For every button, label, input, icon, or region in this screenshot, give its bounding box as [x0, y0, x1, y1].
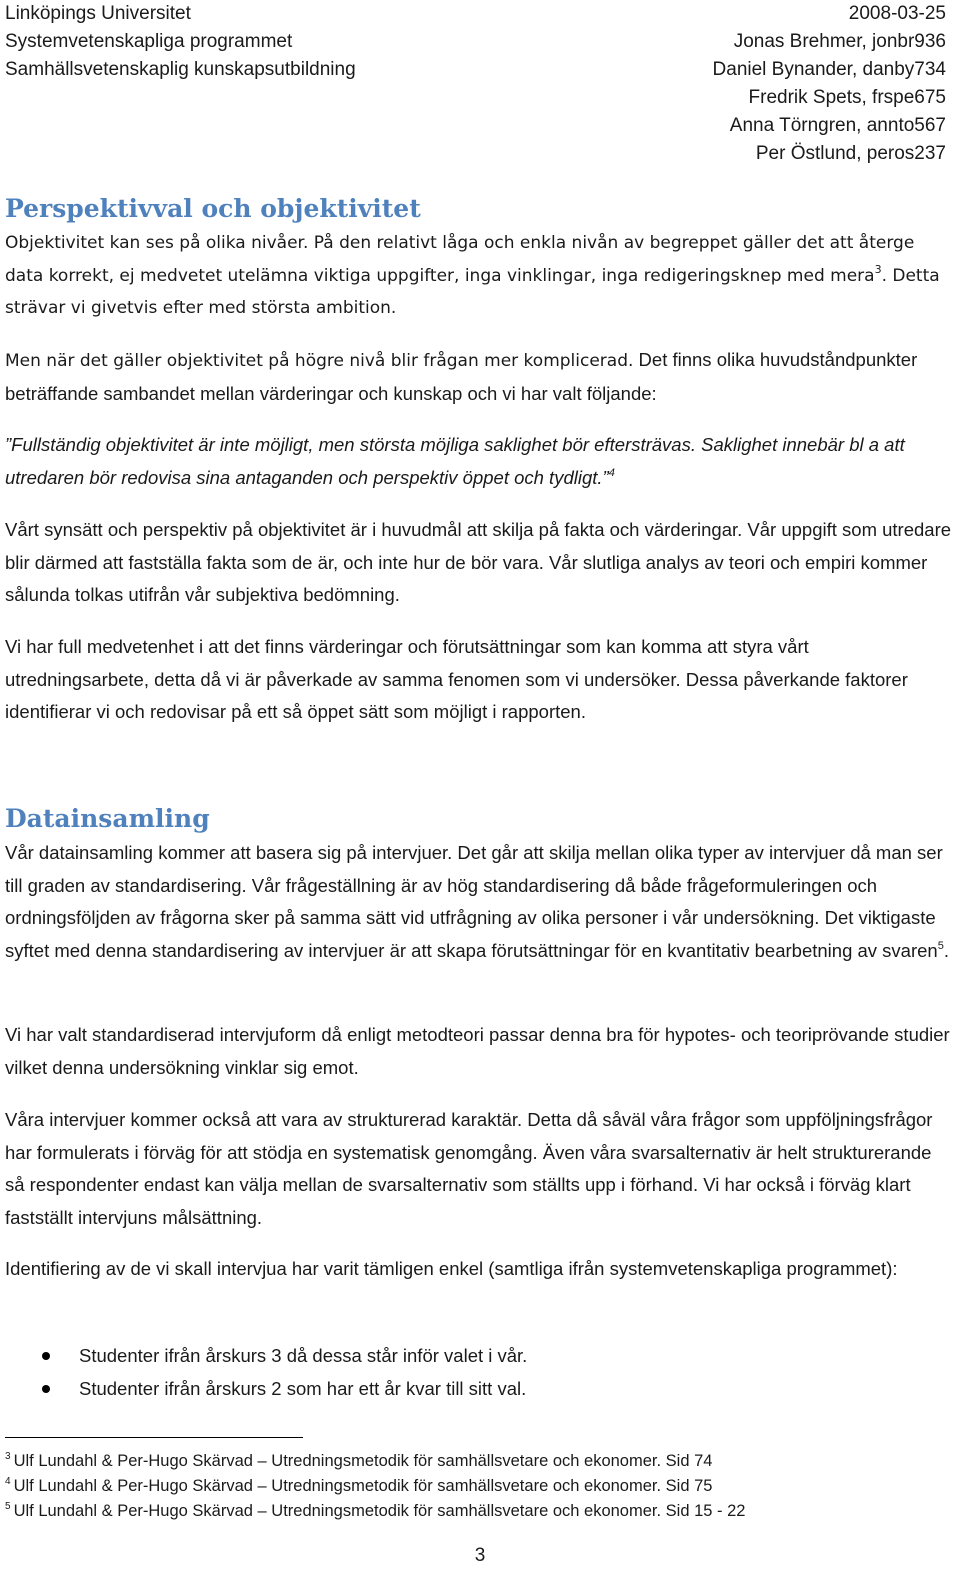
paragraph-text: . — [943, 939, 949, 961]
paragraph-text: . Detta strävar vi givetvis efter med största ambition. — [5, 265, 940, 318]
paragraph-identifiering: Identifiering av de vi skall intervjua har varit tämligen enkel (samtliga ifrån systemvetenskapliga programmet): — [5, 1258, 898, 1279]
paragraph-strukturerad: Våra intervjuer kommer också att vara av strukturerad karaktär. Detta då såväl våra frågor som uppföljningsfrågor har formulerats i förväg för att stödja en systematisk genomgång. Även våra svarsalternativ är helt strukturerande så respondenter endast kan välja mellan de svarsalternativ som ställts upp i förhand. Vi har också i förväg klart fastställt intervjuns målsättning. — [5, 1109, 933, 1228]
footnote-text: Ulf Lundahl & Per-Hugo Skärvad – Utredningsmetodik för samhällsvetare och ekonomer. Sid 74 — [13, 1452, 713, 1470]
footnote-separator — [5, 1437, 303, 1438]
header-date: 2008-03-25 — [848, 3, 946, 24]
footnote-number: 3 — [5, 1451, 11, 1462]
bullet-list — [0, 1339, 950, 1405]
paragraph-text: Det finns olika huvudståndpunkter beträffande sambandet mellan värderingar och kunskap och vi har valt följande: — [5, 349, 918, 404]
footnote — [5, 1474, 945, 1499]
header-course: Samhällsvetenskaplig kunskapsutbildning — [5, 59, 356, 80]
header-author: Fredrik Spets, frspe675 — [748, 87, 946, 108]
paragraph-datainsamling — [5, 837, 953, 967]
list-item-text: Studenter ifrån årskurs 2 som har ett år kvar till sitt val. — [79, 1378, 527, 1399]
footnote-text: Ulf Lundahl & Per-Hugo Skärvad – Utredningsmetodik för samhällsvetare och ekonomer. Sid 75 — [13, 1477, 713, 1495]
header-author: Daniel Bynander, danby734 — [712, 59, 946, 80]
header-university: Linköpings Universitet — [5, 3, 191, 24]
header-left — [5, 0, 356, 84]
footnote-text: Ulf Lundahl & Per-Hugo Skärvad – Utredningsmetodik för samhällsvetare och ekonomer. Sid 15 - 22 — [13, 1502, 746, 1520]
paragraph-text: Men när det gäller objektivitet på högre nivå blir frågan mer komplicerad. — [5, 351, 634, 371]
header-author: Per Östlund, peros237 — [755, 143, 946, 164]
paragraph-medvetenhet: Vi har full medvetenhet i att det finns värderingar och förutsättningar som kan komma att styra vårt utredningsarbete, detta då vi är påverkade av samma fenomen som vi undersöker. Dessa påverkande faktorer identifierar vi och redovisar på ett så öppet sätt som möjligt i rapporten. — [5, 636, 908, 722]
footnote — [5, 1499, 945, 1524]
list-item — [0, 1339, 950, 1372]
footnote — [5, 1449, 945, 1474]
footnotes — [5, 1449, 945, 1524]
footnote-number: 5 — [5, 1501, 11, 1512]
paragraph-hogre-niva — [5, 344, 953, 410]
list-item-text: Studenter ifrån årskurs 3 då dessa står inför valet i vår. — [79, 1345, 528, 1366]
footnote-ref: 4 — [608, 466, 615, 479]
quote-text: ”Fullständig objektivitet är inte möjligt, men största möjliga saklighet bör eftersträvas. Saklighet innebär bl a att utredaren bör redovisa sina antaganden och perspektiv öppet och tydligt.” — [5, 434, 905, 488]
paragraph-text: Objektivitet kan ses på olika nivåer. På den relativt låga och enkla nivån av begreppet gäller det att återge data korrekt, ej medvetet utelämna viktiga uppgifter, inga vinklingar, inga redigeringsknep med mera — [5, 233, 915, 286]
bullet-icon — [42, 1385, 50, 1393]
list-item — [0, 1372, 950, 1405]
header-author: Jonas Brehmer, jonbr936 — [733, 31, 946, 52]
footnote-number: 4 — [5, 1476, 11, 1487]
section-heading-datainsamling: Datainsamling — [5, 804, 210, 833]
header-program: Systemvetenskapliga programmet — [5, 31, 293, 52]
section-heading-perspektivval: Perspektivval och objektivitet — [5, 194, 421, 223]
paragraph-text: Vår datainsamling kommer att basera sig på intervjuer. Det går att skilja mellan olika typer av intervjuer då man ser till graden av standardisering. Vår frågeställning är av hög standardisering då både frågeformuleringen och ordningsföljden av frågorna sker på samma sätt vid utfrågning av olika personer i vår undersökning. Det viktigaste syftet med denna standardisering av intervjuer är att skapa förutsättningar för en kvantitativ bearbetning av svaren — [5, 842, 943, 961]
footnote-ref: 3 — [874, 262, 882, 276]
paragraph-standardiserad: Vi har valt standardiserad intervjuform då enligt metodteori passar denna bra för hypotes- och teoriprövande studier vilket denna undersökning vinklar sig emot. — [5, 1024, 950, 1078]
header-author: Anna Törngren, annto567 — [729, 115, 946, 136]
block-quote — [5, 429, 953, 494]
paragraph-synsatt: Vårt synsätt och perspektiv på objektivitet är i huvudmål att skilja på fakta och värderingar. Vår uppgift som utredare blir därmed att fastställa fakta som de är, och inte hur de bör vara. Vår slutliga analys av teori och empiri kommer sålunda tolkas utifrån vår subjektiva bedömning. — [5, 519, 952, 605]
page-number: 3 — [474, 1545, 486, 1566]
bullet-icon — [42, 1352, 50, 1360]
header-right — [713, 0, 946, 168]
footnote-ref: 5 — [937, 939, 944, 952]
paragraph-objektivitet-intro — [5, 227, 953, 325]
